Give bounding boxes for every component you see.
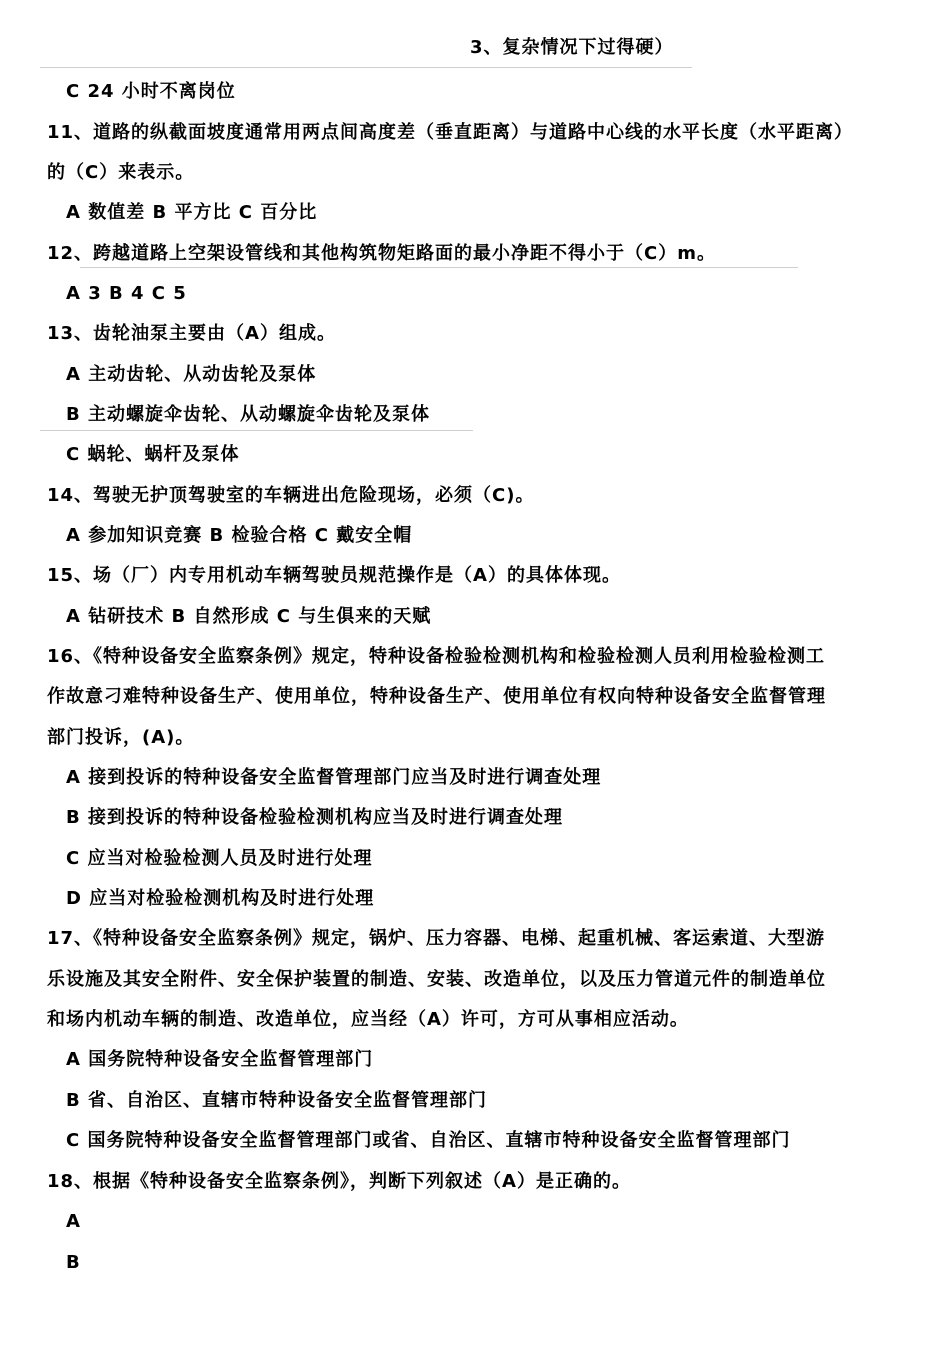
answer-option-line: C 蜗轮、蜗杆及泵体: [66, 444, 240, 465]
divider-rule: [80, 267, 798, 268]
answer-option-line: B 主动螺旋伞齿轮、从动螺旋伞齿轮及泵体: [66, 404, 430, 425]
answer-option-line: C 应当对检验检测人员及时进行处理: [66, 848, 373, 869]
question-text-line: 15、场（厂）内专用机动车辆驾驶员规范操作是（A）的具体体现。: [47, 565, 621, 586]
answer-option-line: A 接到投诉的特种设备安全监督管理部门应当及时进行调查处理: [66, 767, 602, 788]
question-text-line: 作故意刁难特种设备生产、使用单位，特种设备生产、使用单位有权向特种设备安全监督管理: [47, 686, 826, 707]
answer-option-line: A 数值差 B 平方比 C 百分比: [66, 202, 318, 223]
question-text-line: 16、《特种设备安全监察条例》规定，特种设备检验检测机构和检验检测人员利用检验检测工: [47, 646, 826, 667]
question-text-line: 14、驾驶无护顶驾驶室的车辆进出危险现场，必须（C)。: [47, 485, 535, 506]
answer-option-line: A 国务院特种设备安全监督管理部门: [66, 1049, 374, 1070]
answer-option-line: A 钻研技术 B 自然形成 C 与生俱来的天赋: [66, 606, 432, 627]
answer-option-line: B 接到投诉的特种设备检验检测机构应当及时进行调查处理: [66, 807, 563, 828]
question-text-line: 17、《特种设备安全监察条例》规定，锅炉、压力容器、电梯、起重机械、客运索道、大型游: [47, 928, 826, 949]
answer-option-line: A 3 B 4 C 5: [66, 283, 187, 304]
question-text-line: 12、跨越道路上空架设管线和其他构筑物矩路面的最小净距不得小于（C）m。: [47, 243, 717, 264]
answer-option-line: A 参加知识竞赛 B 检验合格 C 戴安全帽: [66, 525, 413, 546]
answer-option-line: A 主动齿轮、从动齿轮及泵体: [66, 364, 317, 385]
question-text-line: 18、根据《特种设备安全监察条例》，判断下列叙述（A）是正确的。: [47, 1171, 631, 1192]
question-text-line: 的（C）来表示。: [47, 162, 195, 183]
question-text-line: 部门投诉，(A)。: [47, 727, 195, 748]
divider-rule: [40, 430, 473, 431]
top-fragment-text: 3、复杂情况下过得硬）: [470, 37, 674, 58]
answer-option-line: C 国务院特种设备安全监督管理部门或省、自治区、直辖市特种设备安全监督管理部门: [66, 1130, 791, 1151]
divider-rule: [40, 67, 692, 68]
question-text-line: 11、道路的纵截面坡度通常用两点间高度差（垂直距离）与道路中心线的水平长度（水平距离）: [47, 122, 854, 143]
answer-option-line: D 应当对检验检测机构及时进行处理: [66, 888, 375, 909]
question-text-line: 和场内机动车辆的制造、改造单位，应当经（A）许可，方可从事相应活动。: [47, 1009, 689, 1030]
answer-option-line: A: [66, 1211, 81, 1232]
answer-option-line: C 24 小时不离岗位: [66, 81, 236, 102]
question-text-line: 13、齿轮油泵主要由（A）组成。: [47, 323, 336, 344]
question-text-line: 乐设施及其安全附件、安全保护装置的制造、安装、改造单位，以及压力管道元件的制造单位: [47, 969, 826, 990]
answer-option-line: B 省、自治区、直辖市特种设备安全监督管理部门: [66, 1090, 487, 1111]
answer-option-line: B: [66, 1252, 81, 1273]
